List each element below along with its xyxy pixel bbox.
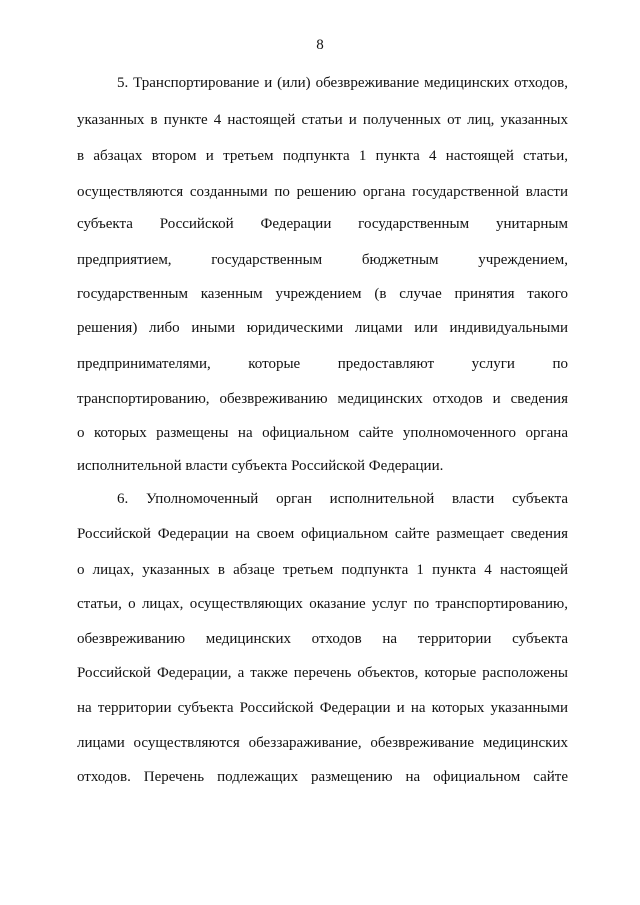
paragraph-6-line: на территории субъекта Российской Федерации и на которых указанными: [77, 700, 568, 716]
paragraph-6-line: статьи, о лицах, осуществляющих оказание услуг по транспортированию,: [77, 596, 568, 612]
paragraph-6-line: Российской Федерации на своем официальном сайте размещает сведения: [77, 526, 568, 542]
paragraph-6-line: Российской Федерации, а также перечень объектов, которые расположены: [77, 665, 568, 681]
paragraph-5-line: решения) либо иными юридическими лицами или индивидуальными: [77, 320, 568, 336]
paragraph-5-line: в абзацах втором и третьем подпункта 1 пункта 4 настоящей статьи,: [77, 148, 568, 164]
paragraph-5-line: о которых размещены на официальном сайте уполномоченного органа: [77, 425, 568, 441]
paragraph-5-line: предприятием, государственным бюджетным учреждением,: [77, 252, 568, 268]
paragraph-6-line: обезвреживанию медицинских отходов на территории субъекта: [77, 631, 568, 647]
paragraph-5-line: исполнительной власти субъекта Российской Федерации.: [77, 458, 444, 474]
paragraph-5-line: государственным казенным учреждением (в случае принятия такого: [77, 286, 568, 302]
paragraph-6-line: лицами осуществляются обеззараживание, обезвреживание медицинских: [77, 735, 568, 751]
paragraph-5-line: осуществляются созданными по решению органа государственной власти: [77, 184, 568, 200]
paragraph-5-line: транспортированию, обезвреживанию медицинских отходов и сведения: [77, 391, 568, 407]
paragraph-6-line: отходов. Перечень подлежащих размещению на официальном сайте: [77, 769, 568, 785]
paragraph-6-line: 6. Уполномоченный орган исполнительной власти субъекта: [117, 491, 568, 507]
paragraph-5-line: указанных в пункте 4 настоящей статьи и полученных от лиц, указанных: [77, 112, 568, 128]
page-number: 8: [316, 37, 324, 53]
paragraph-6-line: о лицах, указанных в абзаце третьем подпункта 1 пункта 4 настоящей: [77, 562, 568, 578]
paragraph-5-line: предпринимателями, которые предоставляют услуги по: [77, 356, 568, 372]
paragraph-5-line: субъекта Российской Федерации государственным унитарным: [77, 216, 568, 232]
paragraph-5-line: 5. Транспортирование и (или) обезвреживание медицинских отходов,: [117, 75, 568, 91]
